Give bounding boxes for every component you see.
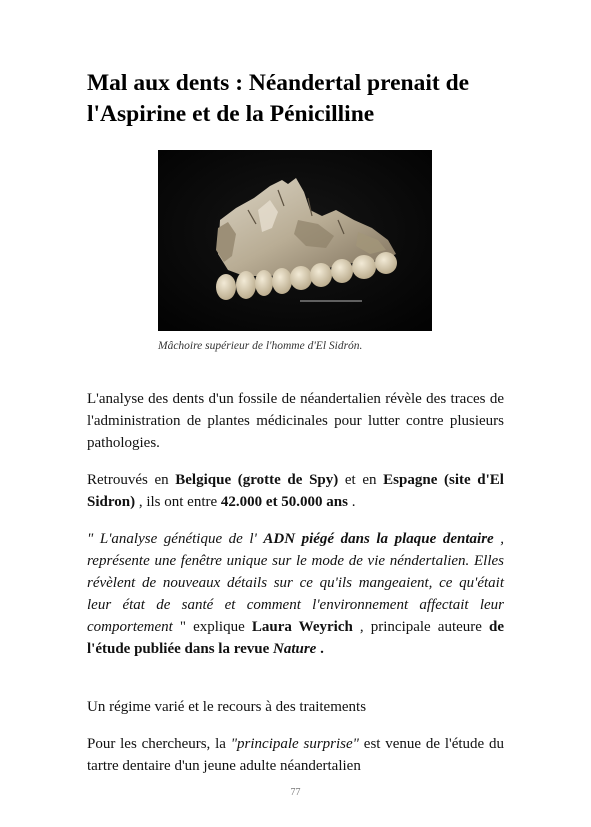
- fossil-jaw-image: [158, 150, 432, 331]
- jaw-fossil-photo: [158, 150, 432, 331]
- paragraph-subheading: Un régime varié et le recours à des traitements: [87, 699, 367, 715]
- paragraph-researchers: Pour les chercheurs, la "principale surprise" est venue de l'étude du tartre dentaire d'un jeune adulte néandertalien: [87, 736, 504, 774]
- page-number: 77: [290, 787, 301, 798]
- article-title: Mal aux dents : Néandertal prenait de l'Aspirine et de la Pénicilline: [87, 70, 470, 127]
- figure-caption: Mâchoire supérieur de l'homme d'El Sidrón.: [158, 340, 363, 352]
- paragraph-intro: L'analyse des dents d'un fossile de néandertalien révèle des traces de l'administration de plantes médicinales pour lutter contre plusieurs pathologies.: [87, 391, 504, 451]
- paragraph-quote: " L'analyse génétique de l' ADN piégé dans la plaque dentaire , représente une fenêtre unique sur le mode de vie néndertalien. Elles révèlent de nouveaux détails sur ce qu'ils mangeaient, ce qu'était leur état de santé et comment l'environnement affectait leur comportement " explique Laura Weyrich , principale auteure de l'étude publiée dans la revue Nature .: [87, 531, 505, 657]
- paragraph-discovery: Retrouvés en Belgique (grotte de Spy) et en Espagne (site d'El Sidron) , ils ont entre 42.000 et 50.000 ans .: [87, 472, 504, 510]
